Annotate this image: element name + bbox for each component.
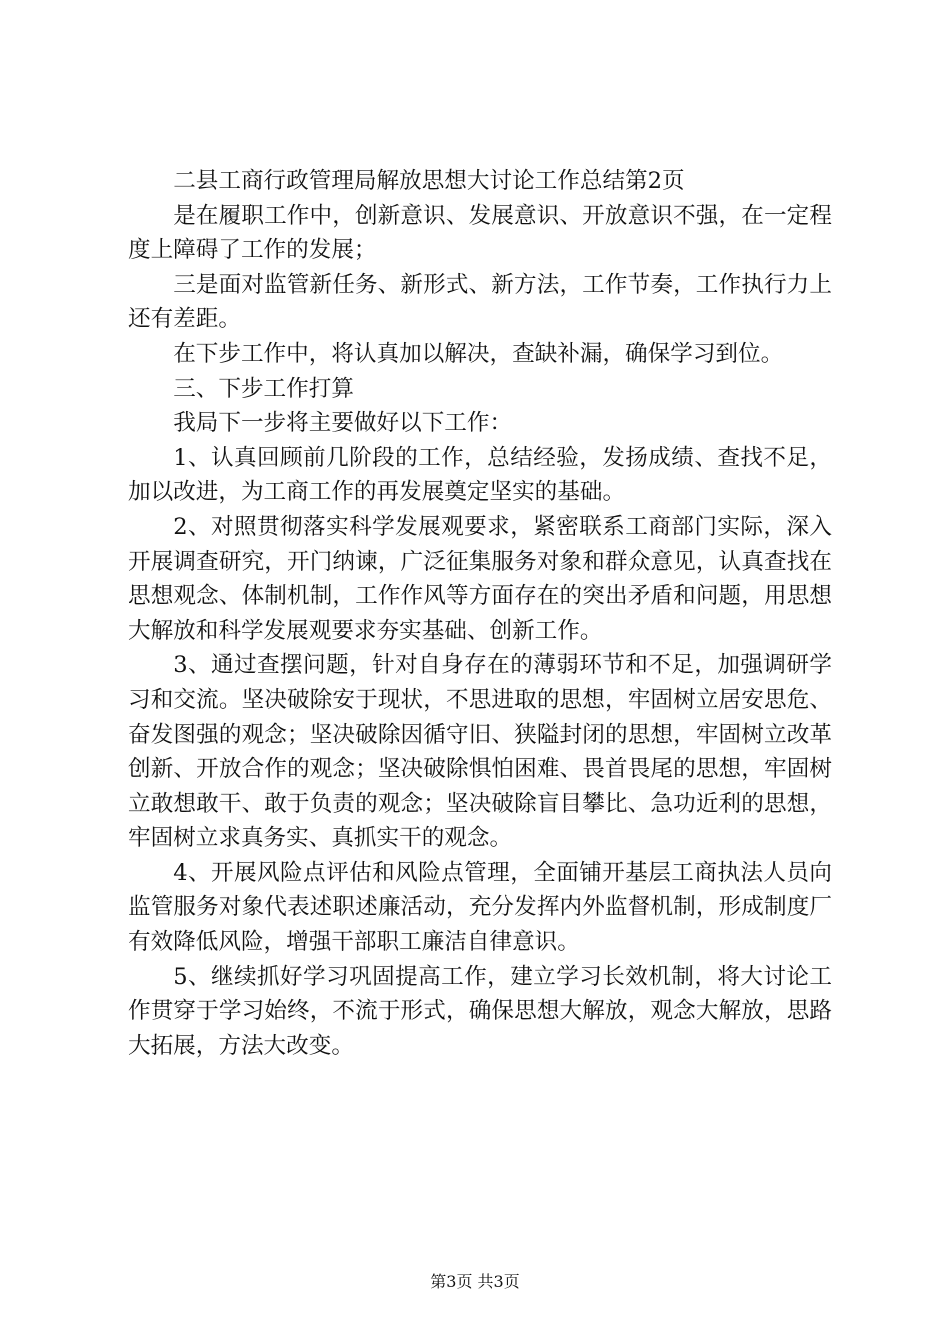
document-body: [128, 164, 832, 1063]
list-item: 5、继续抓好学习巩固提高工作，建立学习长效机制，将大讨论工作贯穿于学习始终，不流于形式，确保思想大解放，观念大解放，思路大拓展，方法大改变。: [128, 963, 832, 1059]
paragraph: 我局下一步将主要做好以下工作：: [173, 410, 513, 437]
paragraph: 是在履职工作中，创新意识、发展意识、开放意识不强，在一定程度上障碍了工作的发展；: [128, 202, 832, 264]
list-item: 4、开展风险点评估和风险点管理，全面铺开基层工商执法人员向监管服务对象代表述职述廉活动，充分发挥内外监督机制，形成制度厂有效降低风险，增强干部职工廉洁自律意识。: [128, 859, 832, 956]
list-item: 3、通过查摆问题，针对自身存在的薄弱环节和不足，加强调研学习和交流。坚决破除安于现状，不思进取的思想，牢固树立居安思危、奋发图强的观念；坚决破除因循守旧、狭隘封闭的思想，牢固树立改革创新、开放合作的观念；坚决破除惧怕困难、畏首畏尾的思想，牢固树立敢想敢干、敢于负责的观念；坚决破除盲目攀比、急功近利的思想，牢固树立求真务实、真抓实干的观念。: [128, 652, 832, 852]
paragraph: 三是面对监管新任务、新形式、新方法，工作节奏，工作执行力上还有差距。: [128, 271, 832, 333]
section-heading: 三、下步工作打算: [173, 375, 354, 402]
list-item: 1、认真回顾前几阶段的工作，总结经验，发扬成绩、查找不足，加以改进，为工商工作的再发展奠定坚实的基础。: [128, 444, 832, 506]
page-number-footer: 第3页 共3页: [430, 1272, 520, 1291]
paragraph: 在下步工作中，将认真加以解决，查缺补漏，确保学习到位。: [173, 340, 784, 367]
paragraph-title-line: 二县工商行政管理局解放思想大讨论工作总结第2页: [173, 168, 685, 194]
list-item: 2、对照贯彻落实科学发展观要求，紧密联系工商部门实际，深入开展调查研究，开门纳谏，广泛征集服务对象和群众意见，认真查找在思想观念、体制机制，工作作风等方面存在的突出矛盾和问题，用思想大解放和科学发展观要求夯实基础、创新工作。: [128, 513, 832, 644]
